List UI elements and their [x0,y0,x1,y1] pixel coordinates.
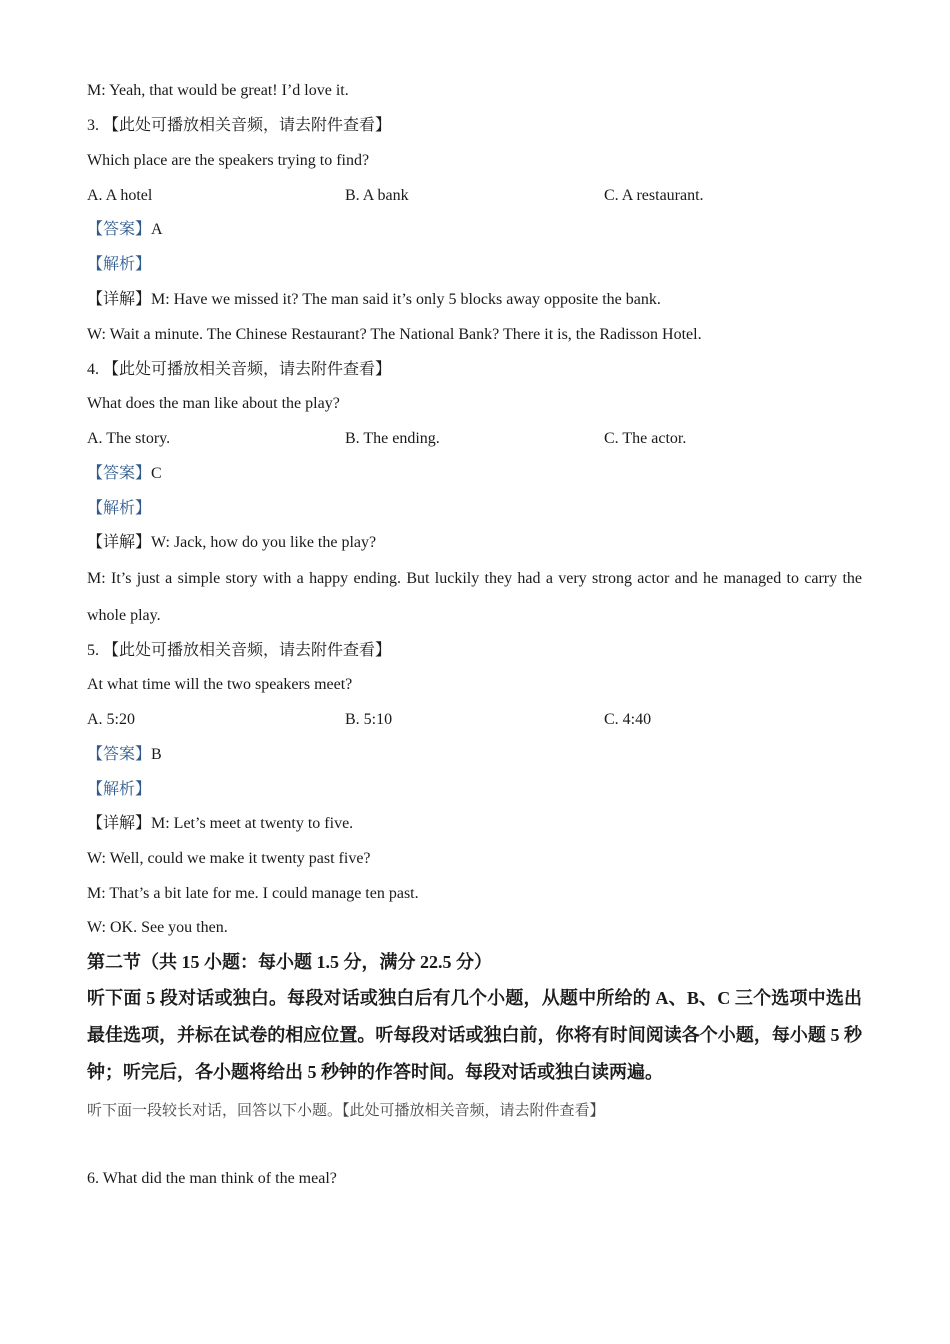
question-5-header: 5. 【此处可播放相关音频，请去附件查看】 [87,642,392,659]
dialogue-line: M: It’s just a simple story with a happy ending. But luckily they had a very strong actor and he managed to carry the whole play. [87,570,862,624]
dialogue-line: W: Well, could we make it twenty past five? [87,850,371,867]
detail-line: 【详解】M: Let’s meet at twenty to five. [87,815,354,832]
analysis-tag: 【解析】 [87,256,152,273]
answer-tag: 【答案】 [87,221,152,238]
answer-value: A [151,221,163,238]
option-a: A. The story. [87,430,171,447]
dialogue-line: M: That’s a bit late for me. I could manage ten past. [87,885,419,902]
answer-line [87,464,862,484]
option-b: B. The ending. [345,430,440,447]
dialogue-line: W: Wait a minute. The Chinese Restaurant? The National Bank? There it is, the Radisson Hotel. [87,326,702,343]
answer-value: C [151,465,162,482]
analysis-tag: 【解析】 [87,500,152,517]
answer-value: B [151,746,162,763]
detail-line: 【详解】M: Have we missed it? The man said it’s only 5 blocks away opposite the bank. [87,291,661,308]
question-4-header: 4. 【此处可播放相关音频，请去附件查看】 [87,361,392,378]
analysis-tag: 【解析】 [87,781,152,798]
option-c: C. 4:40 [604,711,652,728]
option-b: B. 5:10 [345,711,393,728]
section-instructions: 听下面 5 段对话或独白。每段对话或独白后有几个小题，从题中所给的 A、B、C 三个选项中选出最佳选项，并标在试卷的相应位置。听每段对话或独白前，你将有时间阅读各个小题，每小题 5 秒钟；听完后，各小题将给出 5 秒钟的作答时间。每段对话或独白读两遍。 [87,988,862,1082]
question-6-text: 6. What did the man think of the meal? [87,1170,337,1187]
detail-line: 【详解】W: Jack, how do you like the play? [87,534,377,551]
dialogue-line: M: Yeah, that would be great! I’d love it. [87,82,349,99]
question-5-text: At what time will the two speakers meet? [87,676,353,693]
answer-tag: 【答案】 [87,746,152,763]
option-c: C. A restaurant. [604,187,704,204]
option-a: A. 5:20 [87,711,135,728]
section-title: 第二节（共 15 小题：每小题 1.5 分，满分 22.5 分） [87,952,492,972]
dialogue-line: W: OK. See you then. [87,919,228,936]
answer-tag: 【答案】 [87,465,152,482]
question-3-header: 3. 【此处可播放相关音频，请去附件查看】 [87,117,392,134]
option-a: A. A hotel [87,187,153,204]
option-c: C. The actor. [604,430,687,447]
question-3-text: Which place are the speakers trying to find? [87,152,370,169]
question-4-text: What does the man like about the play? [87,395,340,412]
option-b: B. A bank [345,187,409,204]
listening-instruction: 听下面一段较长对话，回答以下小题。【此处可播放相关音频，请去附件查看】 [87,1103,605,1119]
answer-line [87,745,862,765]
answer-line [87,220,862,240]
